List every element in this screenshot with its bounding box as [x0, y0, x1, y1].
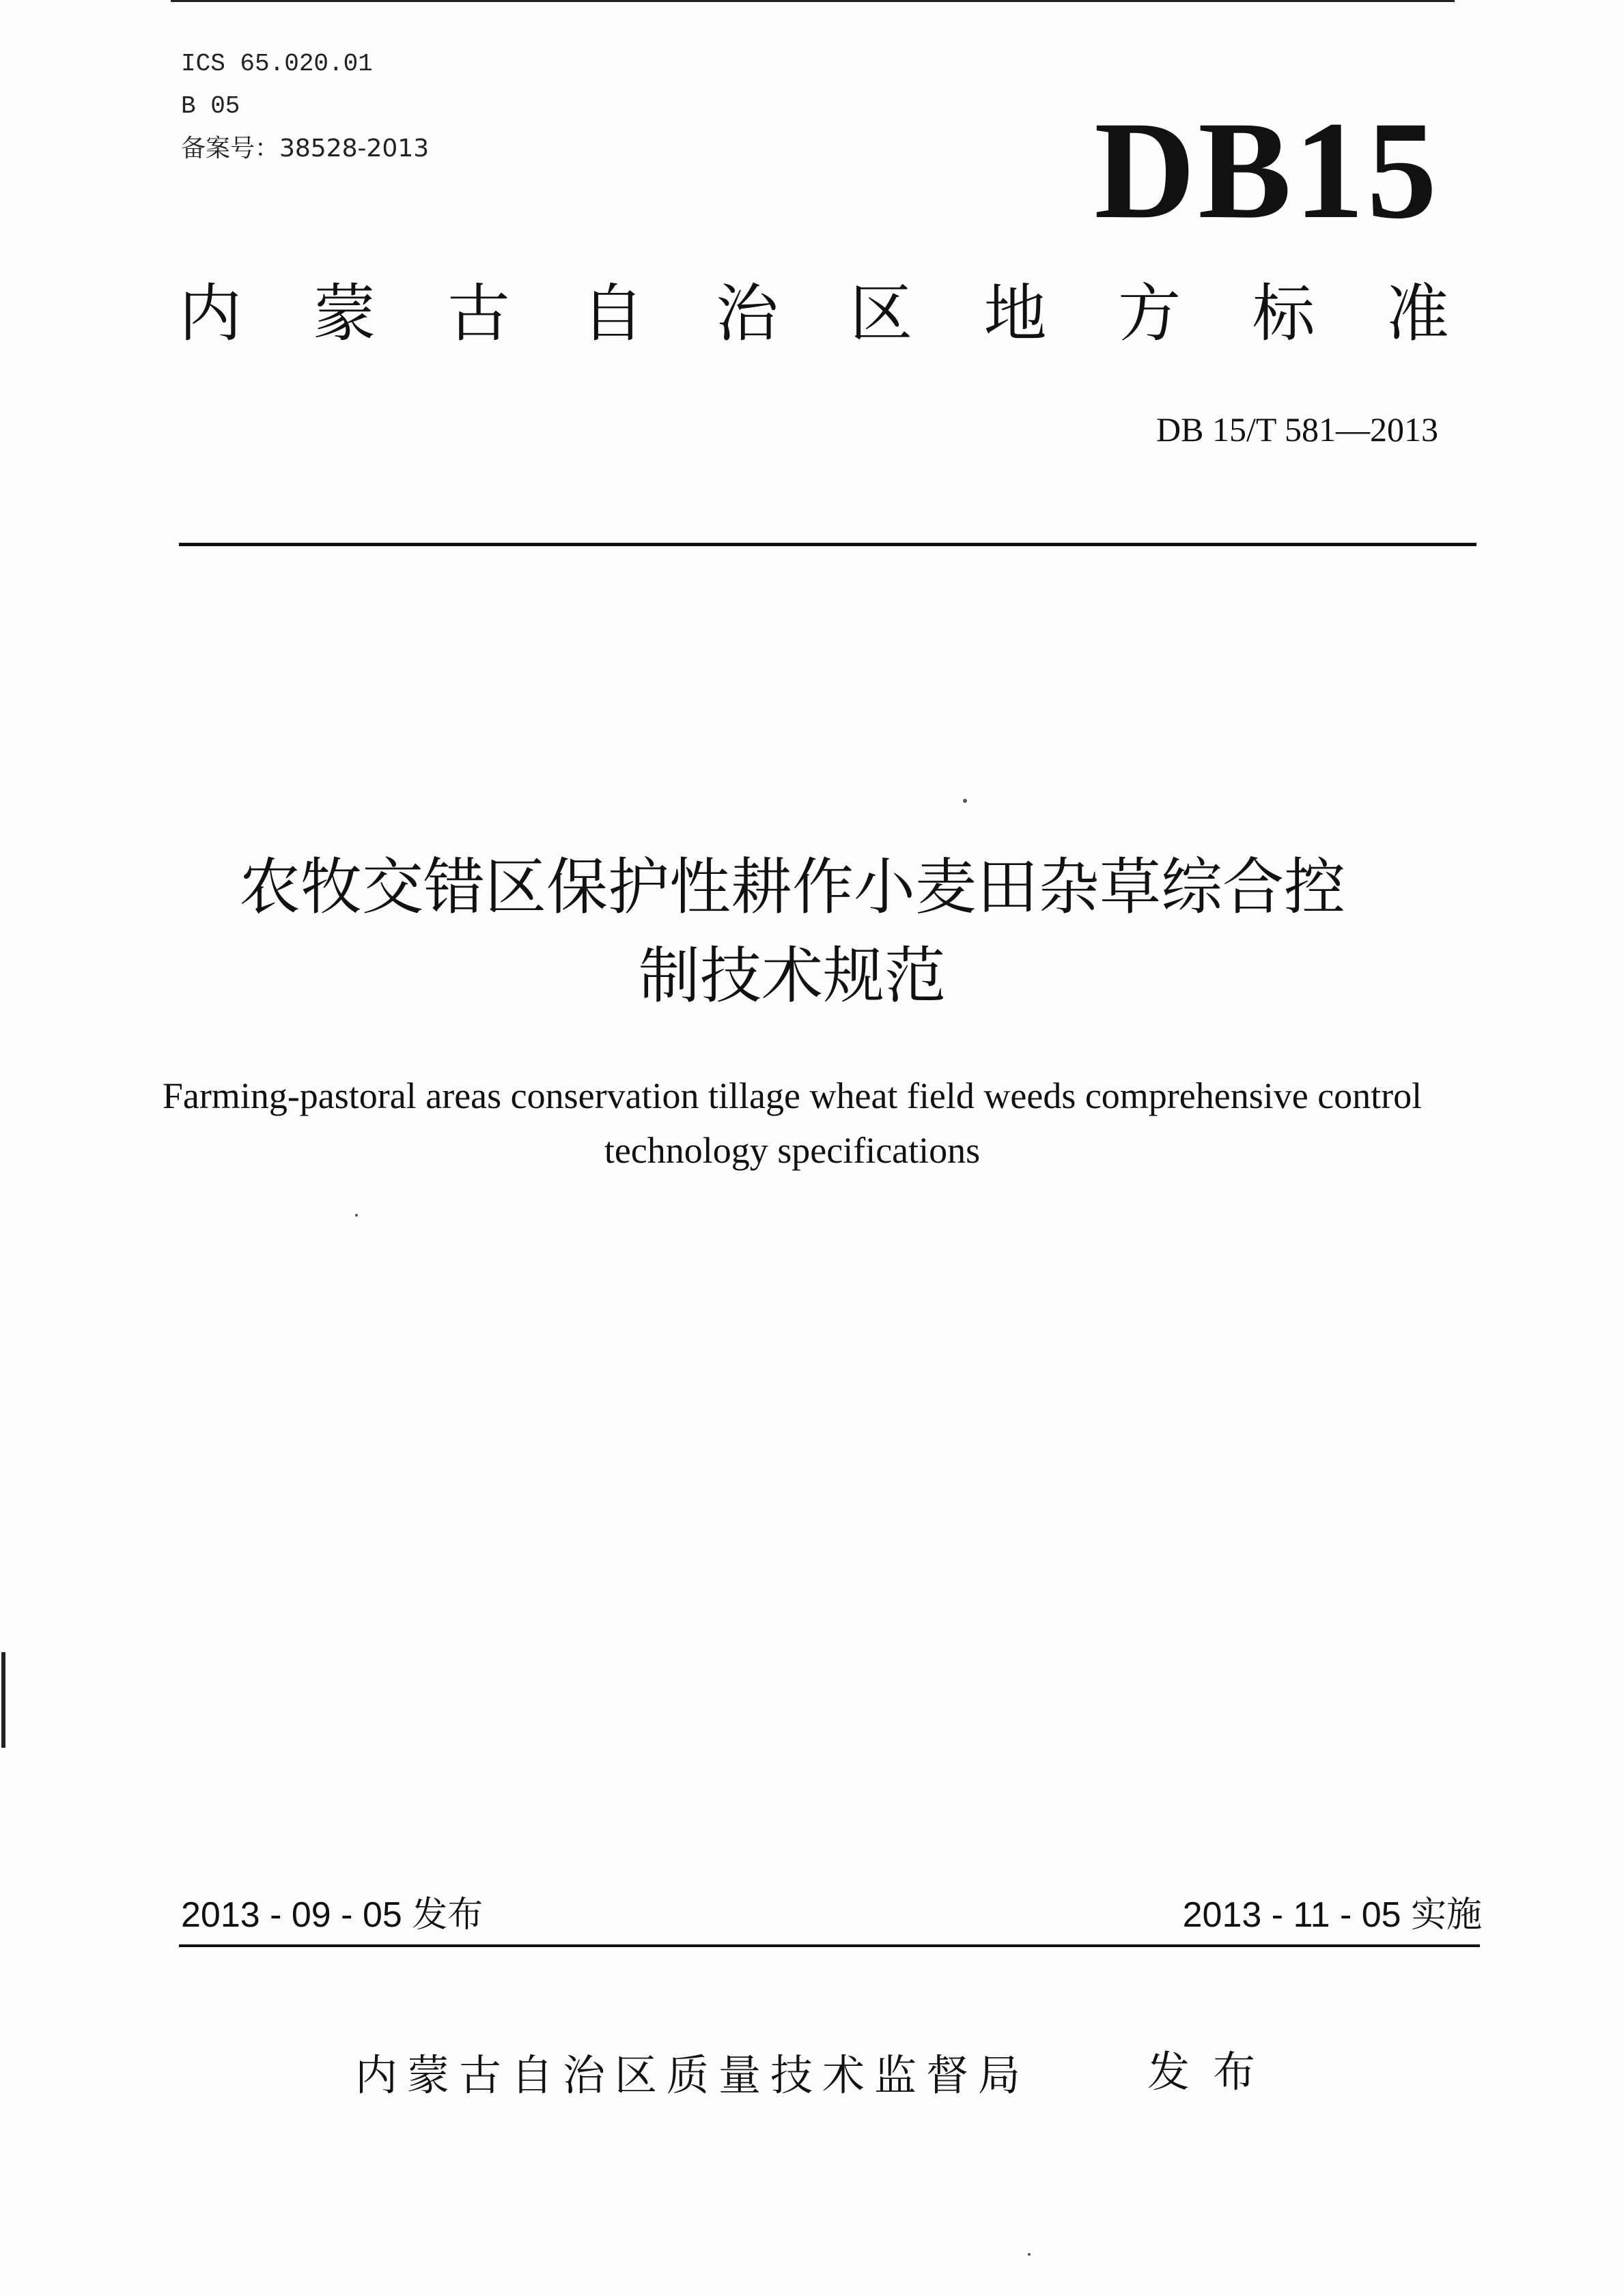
standard-type-char: 标: [1252, 277, 1315, 350]
standard-type-char: 方: [1118, 277, 1181, 350]
standard-type-char: 治: [715, 277, 779, 350]
classification-code: B 05: [181, 92, 240, 120]
title-english-line-2: technology specifications: [604, 1130, 981, 1171]
title-chinese-line-1: 农牧交错区保护性耕作小麦田杂草综合控: [239, 851, 1345, 923]
issue-date: 2013 - 09 - 05 发布: [181, 1895, 484, 1935]
scan-speck: [355, 1214, 358, 1217]
standard-type-char: 区: [850, 277, 913, 350]
title-english-line-1: Farming-pastoral areas conservation tillage wheat field weeds comprehensive control: [162, 1075, 1423, 1116]
footer-divider: [179, 1944, 1480, 1947]
db15-logo: DB15: [1094, 93, 1440, 248]
standard-type-char: 内: [179, 277, 242, 350]
title-chinese-line-2: 制技术规范: [639, 940, 946, 1012]
standard-number: DB 15/T 581—2013: [1156, 410, 1438, 449]
top-edge-rule: [171, 0, 1455, 2]
standard-type-char: 准: [1386, 277, 1449, 350]
standard-type-char: 地: [983, 277, 1047, 350]
standard-type-char: 蒙: [313, 277, 376, 350]
ics-code: ICS 65.020.01: [181, 50, 373, 78]
header-divider: [179, 543, 1476, 546]
standard-type-char: 自: [581, 277, 645, 350]
standard-type-heading: [179, 277, 1449, 352]
scan-speck: [1028, 2253, 1031, 2256]
standard-type-char: 古: [447, 277, 510, 350]
scan-speck: [963, 799, 967, 803]
implementation-date: 2013 - 11 - 05 实施: [1182, 1895, 1482, 1935]
publisher-name: 内蒙古自治区质量技术监督局: [355, 2050, 1031, 2100]
scan-binding-mark: [1, 1652, 5, 1748]
record-number: 备案号：38528-2013: [181, 134, 430, 162]
publish-label: 发布: [1147, 2047, 1279, 2097]
